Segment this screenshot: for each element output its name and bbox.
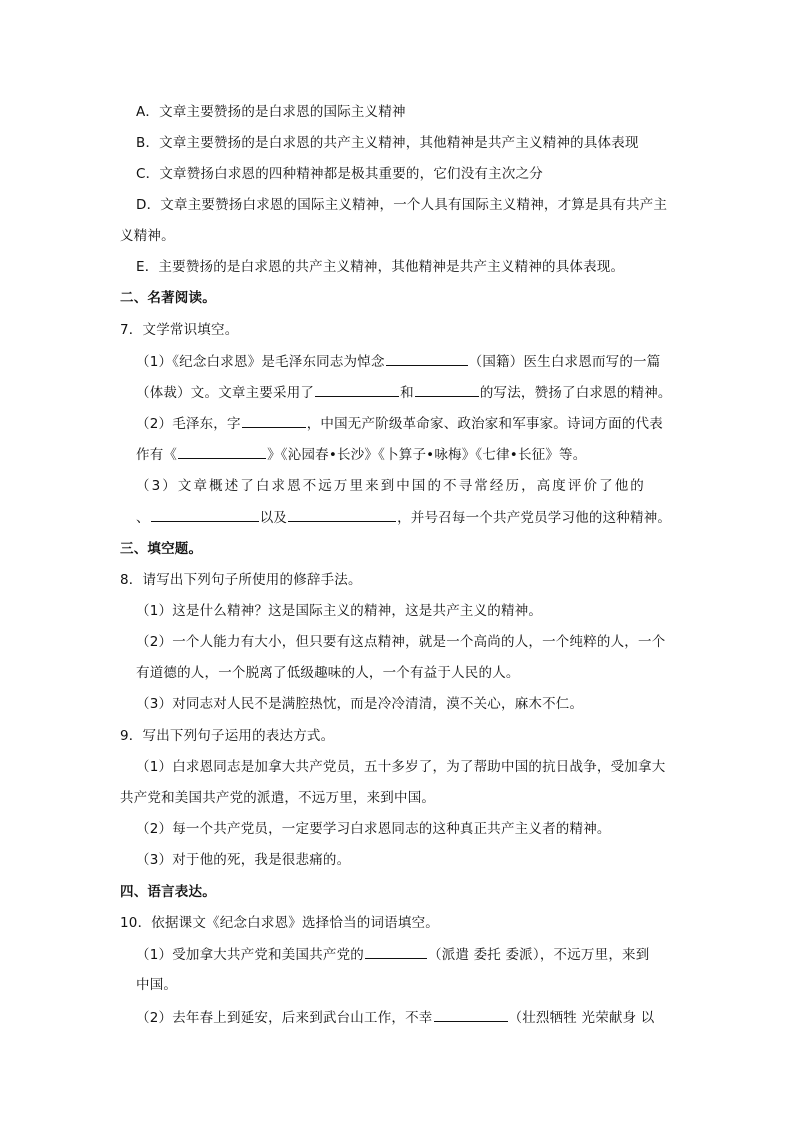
answer-blank-poem-title[interactable]	[178, 444, 266, 459]
answer-blank-word-2[interactable]	[434, 1007, 508, 1022]
q7-p1-text-c: （体裁）文。文章主要采用了	[136, 385, 315, 401]
q7-p2-text-a: （2）毛泽东，字	[136, 416, 241, 432]
question-10-stem: 10．依据课文《纪念白求恩》选择恰当的词语填空。	[120, 915, 439, 931]
option-a: A．文章主要赞扬的是白求恩的国际主义精神	[136, 104, 406, 120]
option-b: B．文章主要赞扬的是白求恩的共产主义精神，其他精神是共产主义精神的具体表现	[136, 135, 639, 151]
section-heading-4: 四、语言表达。	[120, 884, 216, 900]
question-8-stem: 8．请写出下列句子所使用的修辞手法。	[120, 572, 362, 588]
question-10-sentence2-line1	[136, 1007, 654, 1028]
q7-p3-text-d: ，并号召每一个共产党员学习他的这种精神。	[397, 510, 672, 526]
question-9-sentence3: （3）对于他的死，我是很悲痛的。	[136, 852, 351, 868]
answer-blank-word-1[interactable]	[365, 944, 427, 959]
question-7-part2-line2	[136, 444, 586, 465]
answer-blank-courtesy-name[interactable]	[242, 413, 306, 428]
answer-blank-quality-2[interactable]	[288, 507, 396, 522]
question-7-part1-line1	[136, 351, 660, 372]
question-10-sentence1-line1	[136, 944, 649, 965]
option-e: E．主要赞扬的是白求恩的共产主义精神，其他精神是共产主义精神的具体表现。	[136, 259, 625, 275]
question-8-sentence1: （1）这是什么精神？这是国际主义的精神，这是共产主义的精神。	[136, 603, 543, 619]
question-7-part3-line2	[136, 507, 671, 528]
answer-blank-method-2[interactable]	[415, 382, 479, 397]
question-8-sentence2-line2: 有道德的人，一个脱离了低级趣味的人，一个有益于人民的人。	[136, 665, 520, 681]
q10-s1-text-a: （1）受加拿大共产党和美国共产党的	[136, 947, 364, 963]
q7-p3-text-c: 以及	[259, 510, 288, 526]
question-7-part2-line1	[136, 413, 663, 434]
question-8-sentence2-line1: （2）一个人能力有大小，但只要有这点精神，就是一个高尚的人，一个纯粹的人，一个	[136, 634, 666, 650]
question-7-stem: 7．文学常识填空。	[120, 322, 239, 338]
q10-s1-text-b: （派遣 委托 委派），不远万里，来到	[428, 947, 650, 963]
q7-p1-text-e: 的写法，赞扬了白求恩的精神。	[479, 385, 672, 401]
q10-s2-text-a: （2）去年春上到延安，后来到武台山工作，不幸	[136, 1010, 433, 1026]
answer-blank-method-1[interactable]	[315, 382, 399, 397]
q7-p2-text-d: 》《沁园春•长沙》《卜算子•咏梅》《七律•长征》等。	[267, 447, 587, 463]
q7-p1-text-d: 和	[400, 385, 414, 401]
option-d-line1: D．文章主要赞扬白求恩的国际主义精神，一个人具有国际主义精神，才算是具有共产主	[136, 197, 668, 213]
section-heading-2: 二、名著阅读。	[120, 290, 216, 306]
question-9-sentence1-line2: 共产党和美国共产党的派遣，不远万里，来到中国。	[120, 790, 436, 806]
option-c: C．文章赞扬白求恩的四种精神都是极其重要的，它们没有主次之分	[136, 166, 543, 182]
question-9-stem: 9．写出下列句子运用的表达方式。	[120, 728, 335, 744]
option-d-line2: 义精神。	[120, 228, 175, 244]
question-7-part1-line2	[136, 382, 672, 403]
question-9-sentence2: （2）每一个共产党员，一定要学习白求恩同志的这种真正共产主义者的精神。	[136, 821, 611, 837]
question-10-sentence1-line2: 中国。	[136, 977, 178, 993]
question-7-part3-line1: （3）文章概述了白求恩不远万里来到中国的不寻常经历，高度评价了他的	[136, 478, 646, 494]
question-8-sentence3: （3）对同志对人民不是满腔热忱，而是冷冷清清，漠不关心，麻木不仁。	[136, 696, 584, 712]
answer-blank-nationality[interactable]	[386, 351, 468, 366]
section-heading-3: 三、填空题。	[120, 541, 203, 557]
q10-s2-text-b: （壮烈牺牲 光荣献身 以	[508, 1010, 655, 1026]
question-9-sentence1-line1: （1）白求恩同志是加拿大共产党员，五十多岁了，为了帮助中国的抗日战争，受加拿大	[136, 759, 666, 775]
q7-p2-text-b: ，中国无产阶级革命家、政治家和军事家。诗词方面的代表	[306, 416, 663, 432]
q7-p1-text-b: （国籍）医生白求恩而写的一篇	[468, 354, 661, 370]
answer-blank-quality-1[interactable]	[151, 507, 259, 522]
q7-p1-text-a: （1）《纪念白求恩》是毛泽东同志为悼念	[136, 354, 385, 370]
q7-p2-text-c: 作有《	[136, 447, 178, 463]
q7-p3-text-b: 、	[136, 510, 150, 526]
